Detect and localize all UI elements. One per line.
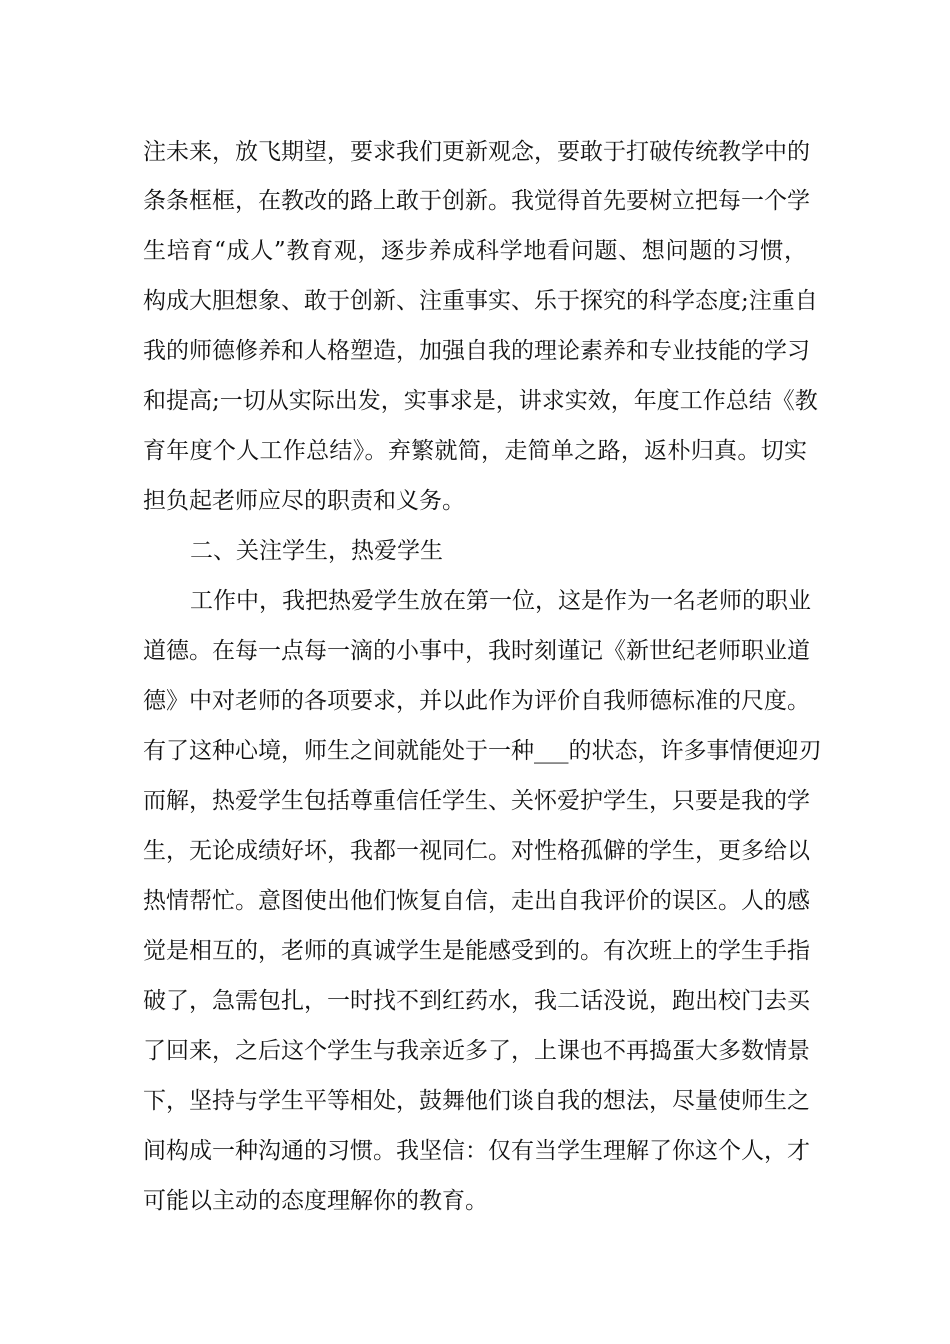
text-line: 了回来，之后这个学生与我亲近多了，上课也不再捣蛋大多数情景 — [143, 1038, 810, 1064]
text-line: 注未来，放飞期望，要求我们更新观念，要敢于打破传统教学中的 — [143, 139, 810, 165]
text-line: 道德。在每一点每一滴的小事中，我时刻谨记《新世纪老师职业道 — [143, 638, 810, 664]
text-line: 构成大胆想象、敢于创新、注重事实、乐于探究的科学态度;注重自 — [143, 288, 818, 314]
text-line: 育年度个人工作总结》。弃繁就简，走简单之路，返朴归真。切实 — [143, 438, 807, 464]
text-line: 热情帮忙。意图使出他们恢复自信，走出自我评价的误区。人的感 — [143, 888, 810, 914]
text-line: 德》中对老师的各项要求，并以此作为评价自我师德标准的尺度。 — [143, 688, 810, 714]
text-line: 生，无论成绩好坏，我都一视同仁。对性格孤僻的学生，更多给以 — [143, 838, 810, 864]
text-line: 担负起老师应尽的职责和义务。 — [143, 488, 465, 514]
text-line: 间构成一种沟通的习惯。我坚信：仅有当学生理解了你这个人，才 — [143, 1138, 810, 1164]
text-line: 工作中，我把热爱学生放在第一位，这是作为一名老师的职业 — [190, 588, 811, 614]
text-line: 条条框框，在教改的路上敢于创新。我觉得首先要树立把每一个学 — [143, 188, 810, 214]
text-line: 觉是相互的，老师的真诚学生是能感受到的。有次班上的学生手指 — [143, 938, 810, 964]
text-line: 可能以主动的态度理解你的教育。 — [143, 1188, 488, 1214]
text-line: 下，坚持与学生平等相处，鼓舞他们谈自我的想法，尽量使师生之 — [143, 1088, 810, 1114]
text-line: 而解，热爱学生包括尊重信任学生、关怀爱护学生，只要是我的学 — [143, 788, 810, 814]
text-line: 生培育“成人”教育观，逐步养成科学地看问题、想问题的习惯， — [143, 238, 807, 264]
text-line: 破了，急需包扎，一时找不到红药水，我二话没说，跑出校门去买 — [143, 988, 810, 1014]
text-line: 和提高;一切从实际出发，实事求是，讲求实效，年度工作总结《教 — [143, 388, 818, 414]
text-line: 有了这种心境，师生之间就能处于一种___的状态，许多事情便迎刃 — [143, 738, 822, 764]
text-line: 我的师德修养和人格塑造，加强自我的理论素养和专业技能的学习 — [143, 338, 810, 364]
section-heading: 二、关注学生，热爱学生 — [190, 538, 443, 564]
